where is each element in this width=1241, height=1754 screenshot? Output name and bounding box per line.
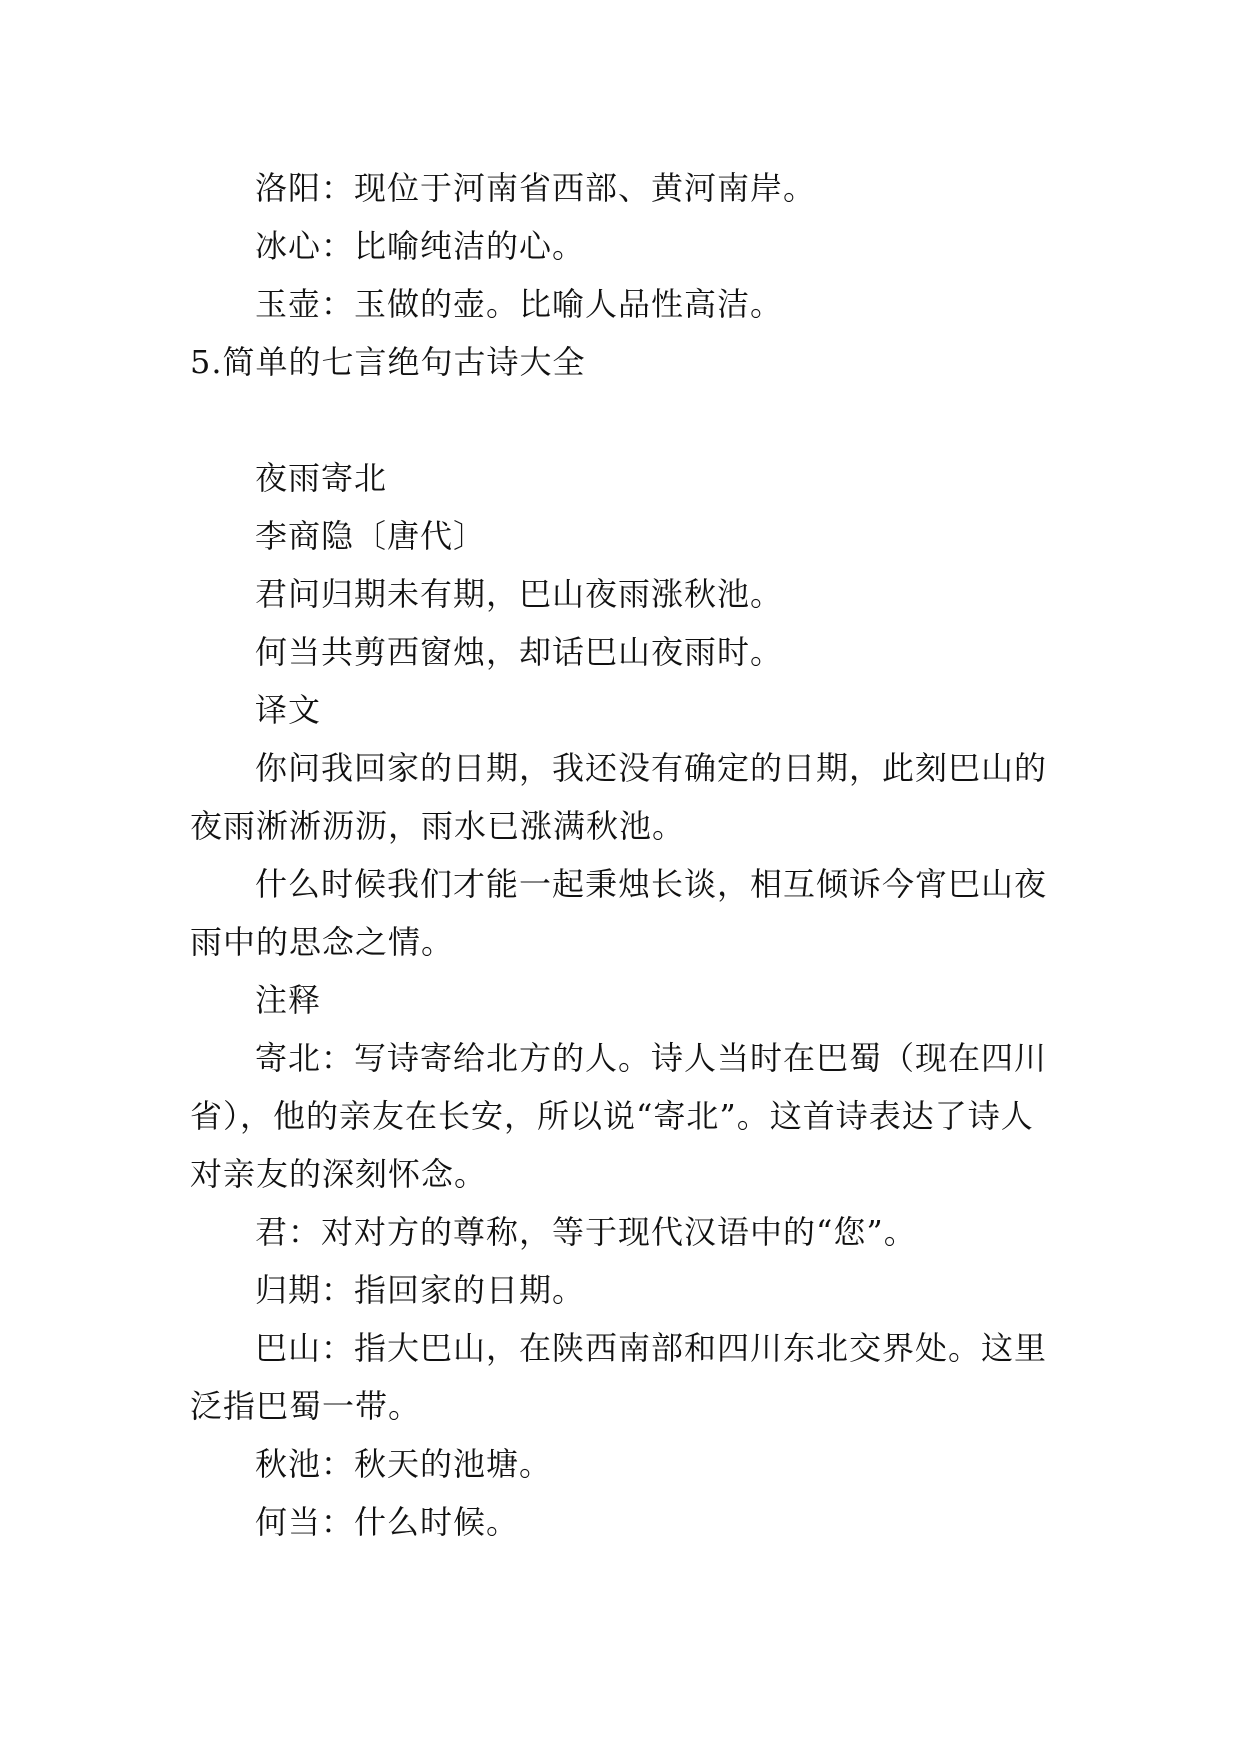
note-jun: 君：对对方的尊称，等于现代汉语中的“您”。 (255, 1213, 917, 1251)
translation-para-2-line-1: 什么时候我们才能一起秉烛长谈，相互倾诉今宵巴山夜 (255, 865, 1048, 903)
poem-title: 夜雨寄北 (255, 459, 388, 497)
note-hedang: 何当：什么时候。 (255, 1503, 520, 1541)
note-luoyang: 洛阳：现位于河南省西部、黄河南岸。 (255, 169, 817, 207)
translation-para-2-line-2: 雨中的思念之情。 (190, 923, 455, 961)
poem-line-1: 君问归期未有期，巴山夜雨涨秋池。 (255, 575, 784, 613)
translation-heading: 译文 (255, 691, 322, 729)
note-bashan-line-1: 巴山：指大巴山，在陕西南部和四川东北交界处。这里 (255, 1329, 1048, 1367)
document-body (190, 159, 1060, 1551)
blank-line (190, 391, 1060, 449)
note-bashan-line-2: 泛指巴蜀一带。 (190, 1387, 422, 1425)
note-jibei-line-2: 省），他的亲友在长安，所以说“寄北”。这首诗表达了诗人 (190, 1097, 1034, 1135)
notes-heading: 注释 (255, 981, 322, 1019)
note-jibei-line-3: 对亲友的深刻怀念。 (190, 1155, 488, 1193)
note-jibei-line-1: 寄北：写诗寄给北方的人。诗人当时在巴蜀（现在四川 (255, 1039, 1048, 1077)
poem-line-2: 何当共剪西窗烛，却话巴山夜雨时。 (255, 633, 784, 671)
translation-para-1-line-1: 你问我回家的日期，我还没有确定的日期，此刻巴山的 (255, 749, 1048, 787)
note-qiuchi: 秋池：秋天的池塘。 (255, 1445, 553, 1483)
poem-author: 李商隐〔唐代〕 (255, 517, 487, 555)
note-yuhu: 玉壶：玉做的壶。比喻人品性高洁。 (255, 285, 784, 323)
section-heading: 5.简单的七言绝句古诗大全 (190, 343, 586, 381)
note-guiqi: 归期：指回家的日期。 (255, 1271, 586, 1309)
translation-para-1-line-2: 夜雨淅淅沥沥，雨水已涨满秋池。 (190, 807, 686, 845)
note-bingxin: 冰心：比喻纯洁的心。 (255, 227, 586, 265)
